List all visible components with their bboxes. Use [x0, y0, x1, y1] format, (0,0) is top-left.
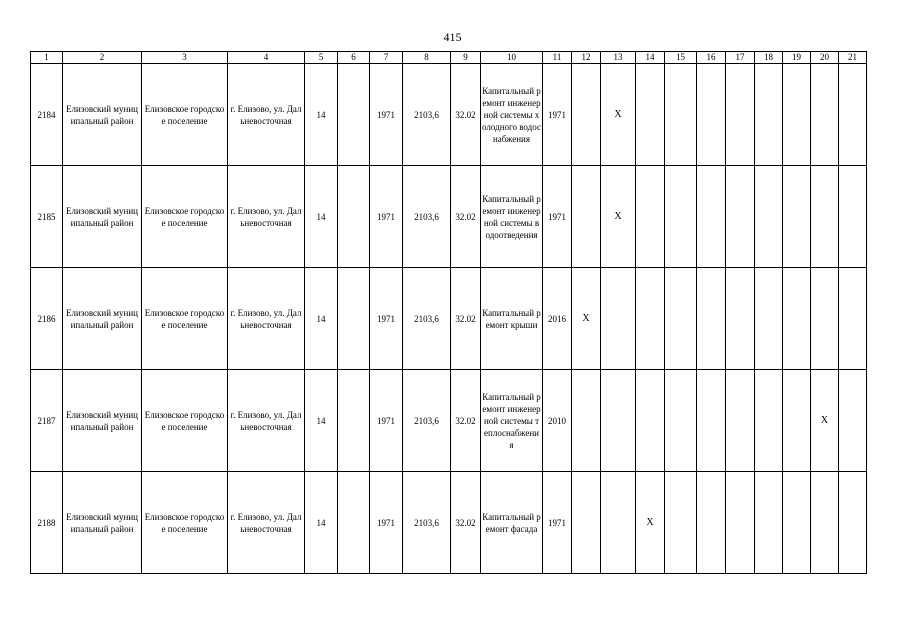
column-number: 5 — [305, 52, 338, 64]
mark-cell-col-14 — [636, 64, 665, 166]
mark-cell-col-17 — [726, 166, 755, 268]
mark-cell-col-15 — [665, 472, 697, 574]
cell-col-6 — [338, 268, 370, 370]
build-year-cell: 1971 — [370, 166, 403, 268]
mark-cell-col-15 — [665, 166, 697, 268]
table-row — [31, 472, 867, 574]
build-year-cell: 1971 — [370, 370, 403, 472]
mark-cell-col-16 — [697, 166, 726, 268]
house-number-cell: 14 — [305, 370, 338, 472]
mark-cell-col-18 — [755, 268, 783, 370]
mark-cell-col-19 — [783, 472, 811, 574]
table-body — [31, 64, 867, 574]
column-number: 2 — [63, 52, 142, 64]
column-number: 19 — [783, 52, 811, 64]
mark-cell-col-14 — [636, 166, 665, 268]
mark-cell-col-21 — [839, 166, 867, 268]
mark-cell-col-14 — [636, 370, 665, 472]
mark-cell-col-17 — [726, 64, 755, 166]
mark-cell-col-19 — [783, 268, 811, 370]
column-number: 8 — [403, 52, 451, 64]
mark-cell-col-21 — [839, 370, 867, 472]
address-cell: г. Елизово, ул. Дальневосточная — [228, 166, 305, 268]
cell-col-6 — [338, 370, 370, 472]
mark-cell-col-18 — [755, 472, 783, 574]
area-cell: 2103,6 — [403, 166, 451, 268]
column-number: 21 — [839, 52, 867, 64]
column-number: 20 — [811, 52, 839, 64]
mark-cell-col-21 — [839, 268, 867, 370]
mark-cell-col-17 — [726, 268, 755, 370]
column-number: 12 — [572, 52, 601, 64]
cell-col-9: 32.02 — [451, 268, 481, 370]
cell-col-6 — [338, 472, 370, 574]
column-number: 3 — [142, 52, 228, 64]
mark-cell-col-20 — [811, 166, 839, 268]
column-number: 10 — [481, 52, 543, 64]
mark-cell-col-15 — [665, 268, 697, 370]
repair-year-cell: 1971 — [543, 472, 572, 574]
address-cell: г. Елизово, ул. Дальневосточная — [228, 268, 305, 370]
house-number-cell: 14 — [305, 64, 338, 166]
mark-cell-col-21 — [839, 64, 867, 166]
table-row — [31, 64, 867, 166]
mark-cell-col-12: X — [572, 268, 601, 370]
row-number-cell: 2185 — [31, 166, 63, 268]
area-cell: 2103,6 — [403, 268, 451, 370]
mark-cell-col-14 — [636, 268, 665, 370]
row-number-cell: 2186 — [31, 268, 63, 370]
column-number: 1 — [31, 52, 63, 64]
repair-year-cell: 2016 — [543, 268, 572, 370]
mark-cell-col-18 — [755, 64, 783, 166]
column-number: 14 — [636, 52, 665, 64]
column-number: 4 — [228, 52, 305, 64]
capital-repair-table — [30, 51, 867, 574]
column-number: 9 — [451, 52, 481, 64]
cell-col-6 — [338, 166, 370, 268]
mark-cell-col-13 — [601, 370, 636, 472]
column-number: 17 — [726, 52, 755, 64]
mark-cell-col-20 — [811, 472, 839, 574]
column-number: 18 — [755, 52, 783, 64]
district-cell: Елизовский муниципальный район — [63, 64, 142, 166]
cell-col-9: 32.02 — [451, 472, 481, 574]
settlement-cell: Елизовское городское поселение — [142, 370, 228, 472]
area-cell: 2103,6 — [403, 64, 451, 166]
mark-cell-col-12 — [572, 370, 601, 472]
settlement-cell: Елизовское городское поселение — [142, 64, 228, 166]
mark-cell-col-12 — [572, 472, 601, 574]
column-number: 16 — [697, 52, 726, 64]
district-cell: Елизовский муниципальный район — [63, 268, 142, 370]
table-row — [31, 370, 867, 472]
mark-cell-col-21 — [839, 472, 867, 574]
table-row — [31, 268, 867, 370]
house-number-cell: 14 — [305, 166, 338, 268]
work-type-cell: Капитальный ремонт инженерной системы теплоснабжения — [481, 370, 543, 472]
work-type-cell: Капитальный ремонт крыши — [481, 268, 543, 370]
mark-cell-col-15 — [665, 370, 697, 472]
column-number: 15 — [665, 52, 697, 64]
table-row — [31, 166, 867, 268]
build-year-cell: 1971 — [370, 64, 403, 166]
build-year-cell: 1971 — [370, 472, 403, 574]
column-number: 11 — [543, 52, 572, 64]
mark-cell-col-20 — [811, 268, 839, 370]
repair-year-cell: 1971 — [543, 64, 572, 166]
mark-cell-col-15 — [665, 64, 697, 166]
column-number: 7 — [370, 52, 403, 64]
mark-cell-col-16 — [697, 370, 726, 472]
mark-cell-col-13 — [601, 472, 636, 574]
mark-cell-col-13: X — [601, 64, 636, 166]
address-cell: г. Елизово, ул. Дальневосточная — [228, 370, 305, 472]
page-number: 415 — [443, 30, 462, 44]
mark-cell-col-19 — [783, 64, 811, 166]
district-cell: Елизовский муниципальный район — [63, 472, 142, 574]
repair-year-cell: 1971 — [543, 166, 572, 268]
work-type-cell: Капитальный ремонт инженерной системы водоотведения — [481, 166, 543, 268]
mark-cell-col-18 — [755, 370, 783, 472]
mark-cell-col-19 — [783, 166, 811, 268]
mark-cell-col-13 — [601, 268, 636, 370]
mark-cell-col-17 — [726, 370, 755, 472]
settlement-cell: Елизовское городское поселение — [142, 472, 228, 574]
mark-cell-col-16 — [697, 472, 726, 574]
cell-col-9: 32.02 — [451, 370, 481, 472]
district-cell: Елизовский муниципальный район — [63, 370, 142, 472]
mark-cell-col-18 — [755, 166, 783, 268]
address-cell: г. Елизово, ул. Дальневосточная — [228, 64, 305, 166]
area-cell: 2103,6 — [403, 472, 451, 574]
settlement-cell: Елизовское городское поселение — [142, 268, 228, 370]
build-year-cell: 1971 — [370, 268, 403, 370]
mark-cell-col-20: X — [811, 370, 839, 472]
cell-col-9: 32.02 — [451, 64, 481, 166]
work-type-cell: Капитальный ремонт фасада — [481, 472, 543, 574]
row-number-cell: 2188 — [31, 472, 63, 574]
house-number-cell: 14 — [305, 268, 338, 370]
mark-cell-col-16 — [697, 268, 726, 370]
row-number-cell: 2184 — [31, 64, 63, 166]
mark-cell-col-19 — [783, 370, 811, 472]
repair-year-cell: 2010 — [543, 370, 572, 472]
row-number-cell: 2187 — [31, 370, 63, 472]
address-cell: г. Елизово, ул. Дальневосточная — [228, 472, 305, 574]
mark-cell-col-16 — [697, 64, 726, 166]
work-type-cell: Капитальный ремонт инженерной системы холодного водоснабжения — [481, 64, 543, 166]
column-number: 6 — [338, 52, 370, 64]
column-number: 13 — [601, 52, 636, 64]
mark-cell-col-20 — [811, 64, 839, 166]
mark-cell-col-13: X — [601, 166, 636, 268]
cell-col-9: 32.02 — [451, 166, 481, 268]
area-cell: 2103,6 — [403, 370, 451, 472]
mark-cell-col-12 — [572, 166, 601, 268]
mark-cell-col-12 — [572, 64, 601, 166]
house-number-cell: 14 — [305, 472, 338, 574]
mark-cell-col-14: X — [636, 472, 665, 574]
settlement-cell: Елизовское городское поселение — [142, 166, 228, 268]
mark-cell-col-17 — [726, 472, 755, 574]
column-number-row — [31, 52, 867, 64]
cell-col-6 — [338, 64, 370, 166]
district-cell: Елизовский муниципальный район — [63, 166, 142, 268]
